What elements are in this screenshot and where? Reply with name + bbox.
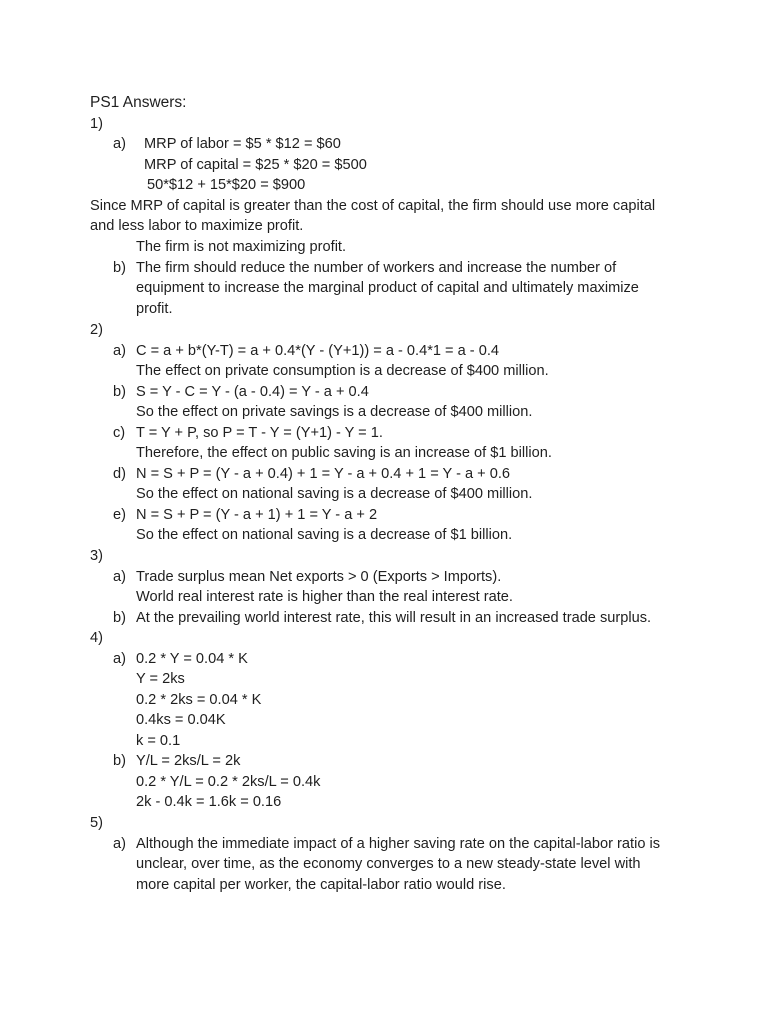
item-label: b) (113, 384, 126, 400)
document-title: PS1 Answers: (90, 94, 187, 111)
answer-line: k = 0.1 (136, 733, 181, 749)
item-label: a) (113, 569, 126, 585)
answer-line: unclear, over time, as the economy converges to a new steady-state level with (136, 856, 641, 872)
answer-line: Therefore, the effect on public saving is an increase of $1 billion. (136, 445, 552, 461)
item-label: a) (113, 136, 126, 152)
question-number: 2) (90, 322, 103, 338)
answer-line: So the effect on national saving is a decrease of $1 billion. (136, 527, 513, 543)
answer-line: So the effect on national saving is a decrease of $400 million. (136, 486, 533, 502)
answer-line: 0.2 * Y/L = 0.2 * 2ks/L = 0.4k (136, 774, 321, 790)
answer-line: Y/L = 2ks/L = 2k (136, 753, 241, 769)
answer-line: The firm should reduce the number of workers and increase the number of (136, 260, 617, 276)
answer-line: At the prevailing world interest rate, this will result in an increased trade surplus. (136, 610, 652, 626)
item-label: a) (113, 651, 126, 667)
item-label: b) (113, 260, 126, 276)
item-label: c) (113, 425, 126, 441)
answer-line: So the effect on private savings is a decrease of $400 million. (136, 404, 533, 420)
answer-line: Trade surplus mean Net exports > 0 (Exports > Imports). (136, 569, 502, 585)
answer-line: C = a + b*(Y-T) = a + 0.4*(Y - (Y+1)) = a - 0.4*1 = a - 0.4 (136, 343, 500, 359)
answer-line: 0.2 * 2ks = 0.04 * K (136, 692, 262, 708)
answer-line: profit. (136, 301, 173, 317)
answer-line: The effect on private consumption is a decrease of $400 million. (136, 363, 549, 379)
answer-line: S = Y - C = Y - (a - 0.4) = Y - a + 0.4 (136, 384, 369, 400)
item-label: a) (113, 836, 126, 852)
answer-line: T = Y + P, so P = T - Y = (Y+1) - Y = 1. (136, 425, 383, 441)
question-number: 3) (90, 548, 103, 564)
answer-line: 0.2 * Y = 0.04 * K (136, 651, 248, 667)
answer-line: Since MRP of capital is greater than the cost of capital, the firm should use more capital (90, 198, 656, 214)
answer-line: World real interest rate is higher than the real interest rate. (136, 589, 513, 605)
answer-line: equipment to increase the marginal product of capital and ultimately maximize (136, 280, 639, 296)
answer-line: 0.4ks = 0.04K (136, 712, 226, 728)
answer-line: 2k - 0.4k = 1.6k = 0.16 (136, 794, 282, 810)
answer-line: and less labor to maximize profit. (90, 218, 304, 234)
answer-line: N = S + P = (Y - a + 1) + 1 = Y - a + 2 (136, 507, 378, 523)
item-label: b) (113, 753, 126, 769)
item-label: e) (113, 507, 126, 523)
answer-line: Y = 2ks (136, 671, 185, 687)
answer-line: 50*$12 + 15*$20 = $900 (147, 177, 306, 193)
question-number: 1) (90, 116, 103, 132)
answer-line: Although the immediate impact of a higher saving rate on the capital-labor ratio is (136, 836, 661, 852)
item-label: a) (113, 343, 126, 359)
question-number: 4) (90, 630, 103, 646)
question-number: 5) (90, 815, 103, 831)
answer-line: more capital per worker, the capital-labor ratio would rise. (136, 877, 506, 893)
item-label: d) (113, 466, 126, 482)
answer-line: The firm is not maximizing profit. (136, 239, 347, 255)
answer-line: MRP of capital = $25 * $20 = $500 (144, 157, 367, 173)
answer-line: MRP of labor = $5 * $12 = $60 (144, 136, 341, 152)
item-label: b) (113, 610, 126, 626)
answer-line: N = S + P = (Y - a + 0.4) + 1 = Y - a + 0.4 + 1 = Y - a + 0.6 (136, 466, 511, 482)
